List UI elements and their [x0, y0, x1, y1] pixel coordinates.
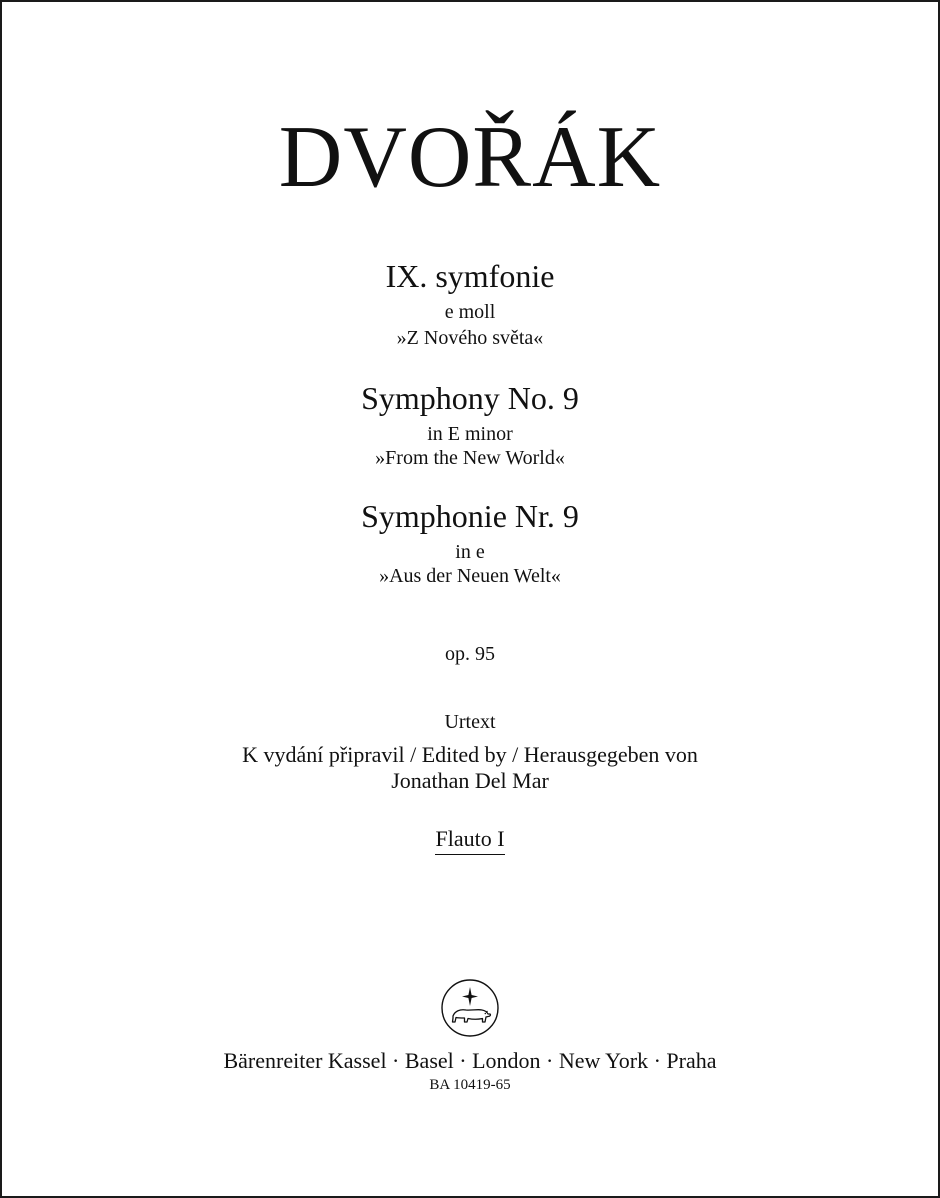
edited-by-label: K vydání připravil / Edited by / Herausgegeben von — [242, 742, 698, 767]
baerenreiter-bear-star-logo-icon — [440, 978, 500, 1038]
publisher-line: Bärenreiter Kassel · Basel · London · New York · Praha — [223, 1048, 717, 1073]
english-title: Symphony No. 9 — [361, 380, 579, 416]
part-name-text: Flauto I — [435, 826, 504, 855]
czech-title: IX. symfonie — [385, 258, 555, 294]
czech-subtitle: »Z Nového světa« — [396, 327, 544, 349]
czech-key: e moll — [444, 301, 496, 323]
editor-name: Jonathan Del Mar — [391, 768, 549, 793]
catalog-number: BA 10419-65 — [429, 1077, 511, 1093]
english-key: in E minor — [427, 423, 513, 445]
urtext-label: Urtext — [444, 711, 496, 733]
english-subtitle: »From the New World« — [375, 447, 565, 469]
composer-name: DVOŘÁK — [278, 109, 662, 206]
part-name — [0, 826, 940, 855]
german-title: Symphonie Nr. 9 — [361, 498, 579, 534]
german-subtitle: »Aus der Neuen Welt« — [379, 565, 561, 587]
opus-number: op. 95 — [445, 643, 495, 665]
german-key: in e — [455, 541, 485, 563]
